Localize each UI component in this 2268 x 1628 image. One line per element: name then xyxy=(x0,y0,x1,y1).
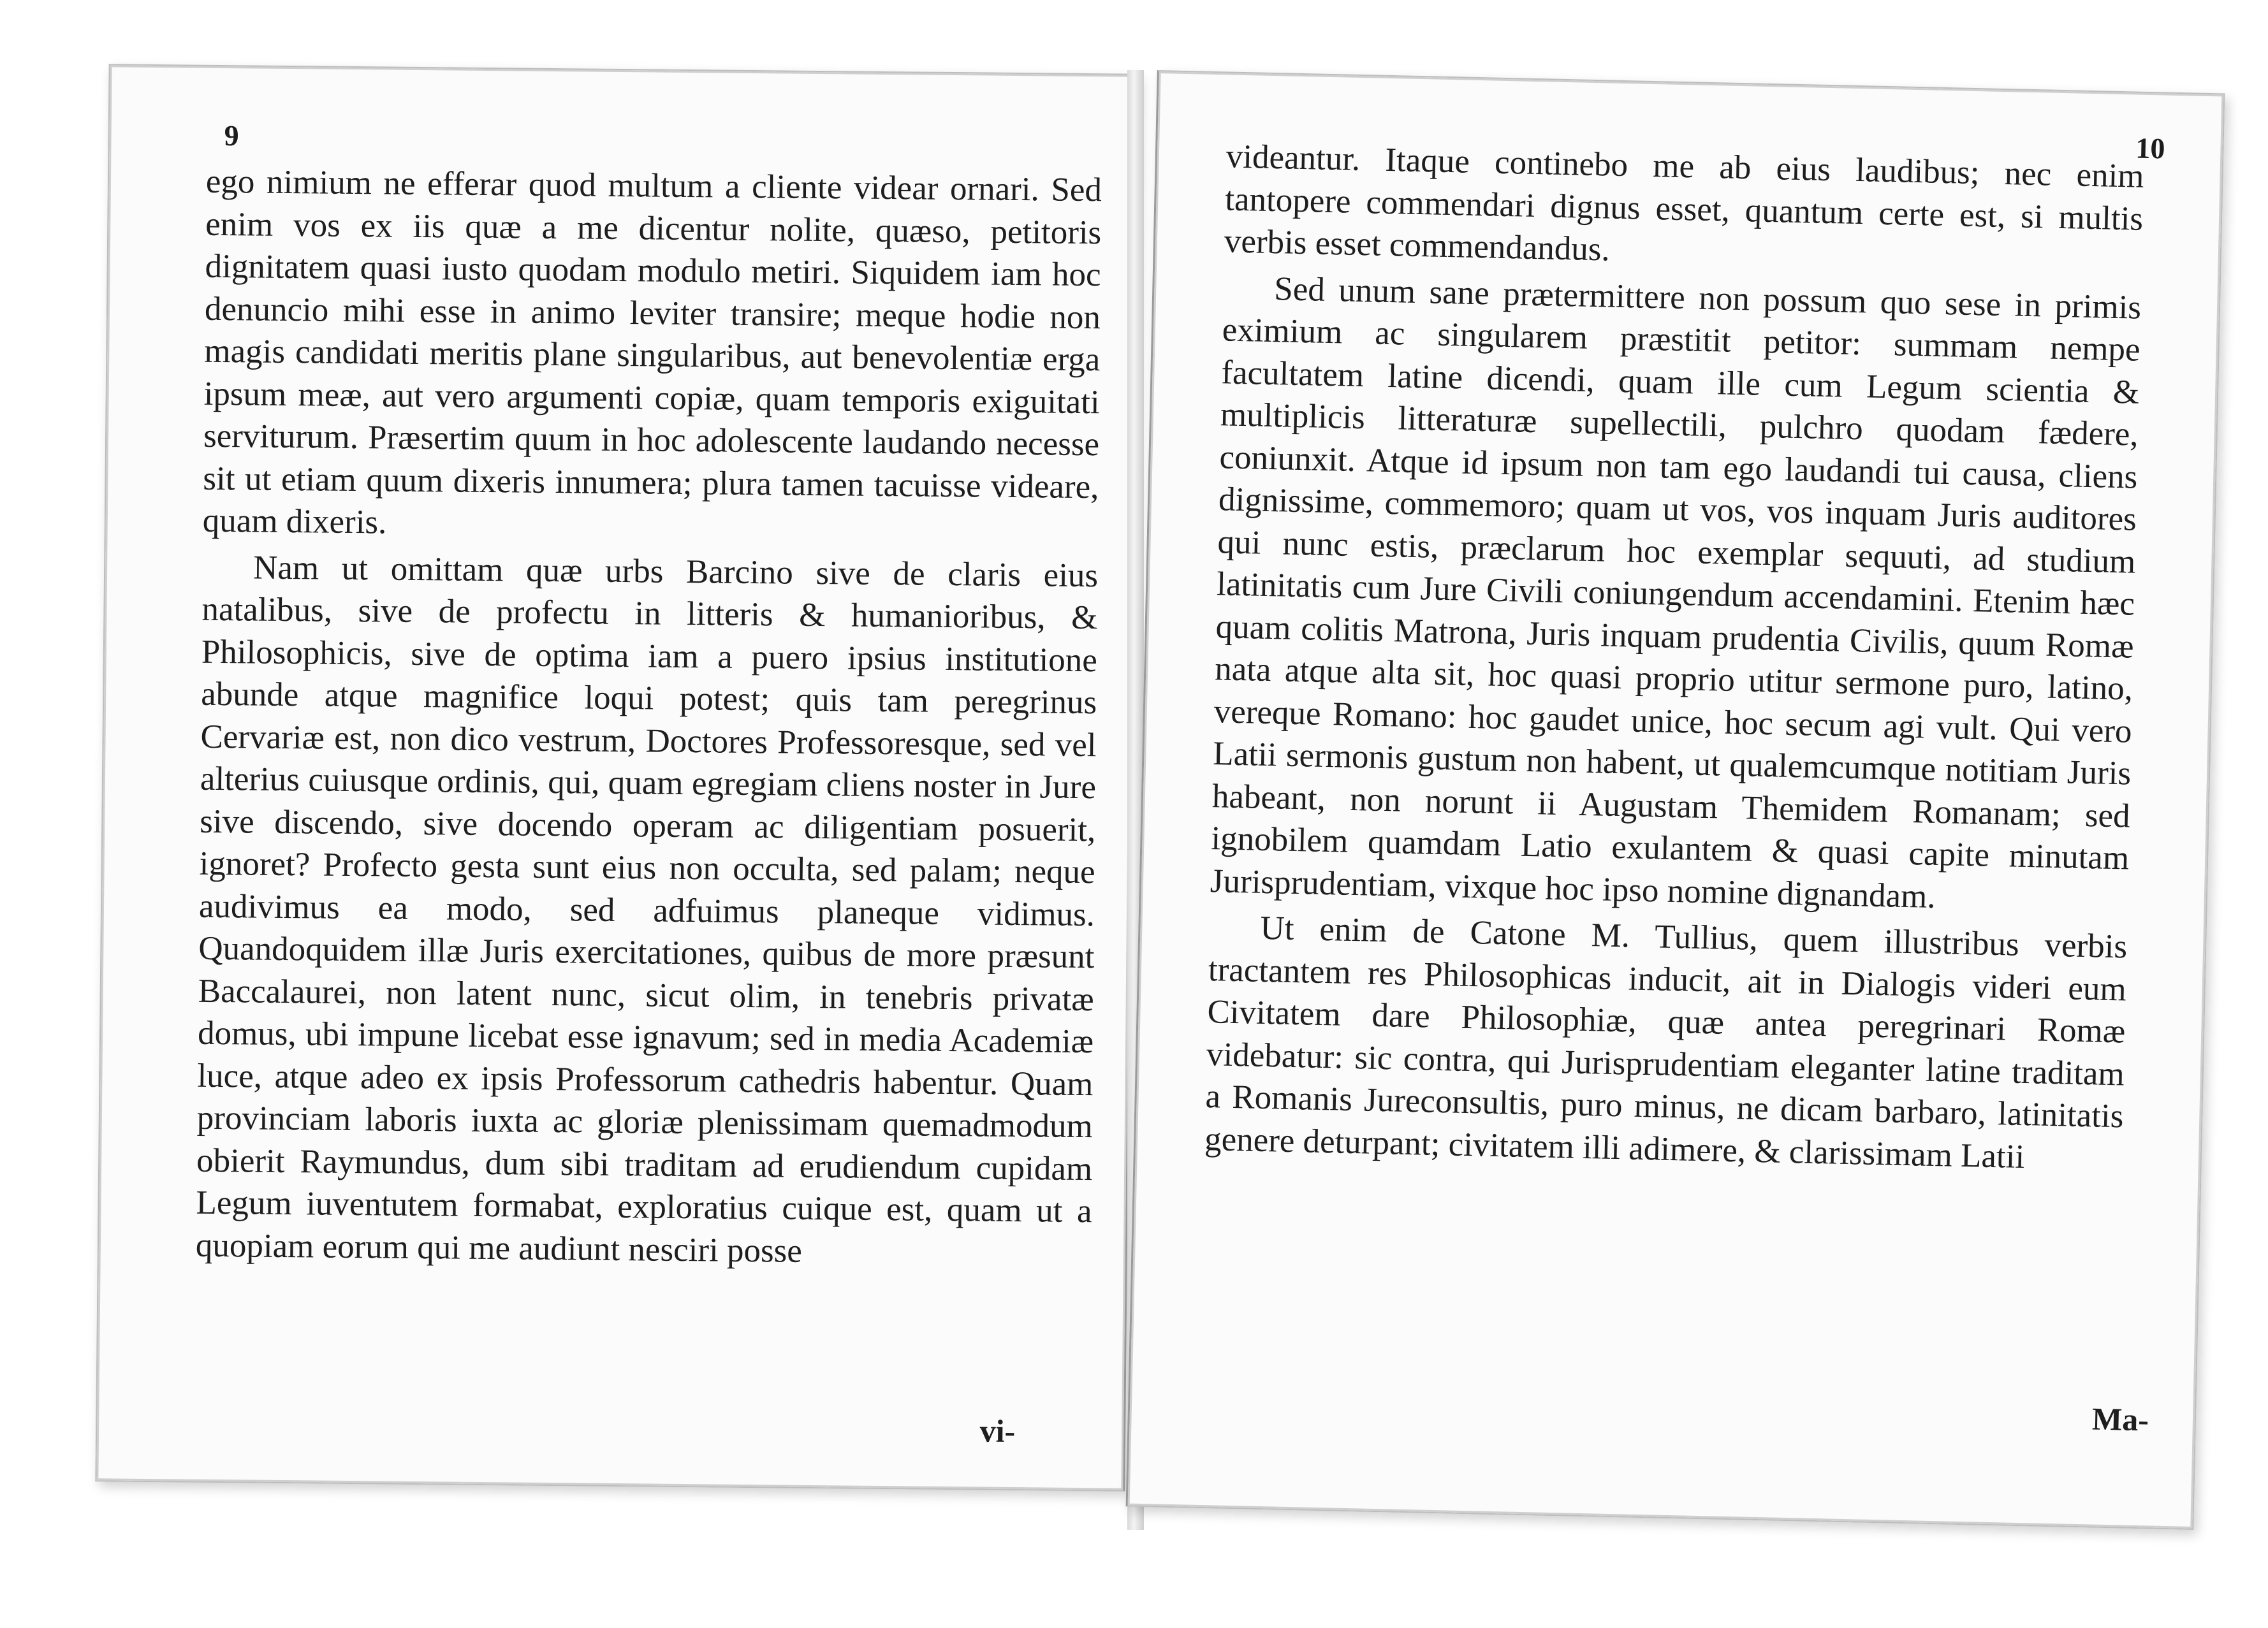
page-number: 9 xyxy=(224,119,239,152)
page-number: 10 xyxy=(2135,131,2166,165)
paragraph: Ut enim de Catone M. Tullius, quem illustribus verbis tractantem res Philosophicas inducit, ait in Dialogis videri eum Civitatem dare Philosophiæ, quæ antea peregrinari Romæ videbatur: sic contra, qui Jurisprudentiam eleganter latine traditam a Romanis Jureconsultis, puro minus, ne dicam barbaro, latinitatis genere deturpant; civitatem illi adimere, & clarissimam Latii xyxy=(1204,909,2128,1175)
page-text xyxy=(1204,135,2144,1180)
catchword: Ma- xyxy=(2091,1400,2149,1438)
paragraph: ego nimium ne efferar quod multum a cliente videar ornari. Sed enim vos ex iis quæ a me dicentur nolite, quæso, petitoris dignitatem quasi iusto quodam modulo metiri. Siquidem iam hoc denuncio mihi esse in animo leviter transire; meque hodie non magis candidati meritis plane singularibus, aut benevolentiæ erga ipsum meæ, aut vero argumenti copiæ, quam temporis exiguitati serviturum. Præsertim quum in hoc adolescente laudando necesse sit ut etiam quum dixeris innumera; plura tamen tacuisse videare, quam dixeris. xyxy=(202,163,1102,541)
left-page xyxy=(95,64,1138,1491)
catchword: vi- xyxy=(979,1413,1016,1450)
paragraph: Sed unum sane prætermittere non possum quo sese in primis eximium ac singularem præstitit petitor: summam nempe facultatem latine dicendi, quam ille cum Legum scientia & multiplicis litteraturæ supellectili, pulchro quodam fædere, coniunxit. Atque id ipsum non tam ego laudandi tui causa, cliens dignissime, commemoro; quam ut vos, vos inquam Juris auditores qui nunc estis, præclarum hoc exemplar sequuti, ad studium latinitatis cum Jure Civili coniungendum accendamini. Etenim hæc quam colitis Matrona, Juris inquam prudentia Civilis, quum Romæ nata atque alta sit, hoc quasi proprio utitur sermone puro, latino, vereque Romano: hoc gaudet unice, hoc secum agi vult. Qui vero Latii sermonis gustum non habent, ut qualemcumque notitiam Juris habeant, non norunt ii Augustam Themidem Romanam; sed ignobilem quamdam Latio exulantem & quasi capite minutam Jurisprudentiam, vixque hoc ipso nomine dignandam. xyxy=(1210,270,2142,915)
paragraph: Nam ut omittam quæ urbs Barcino sive de claris eius natalibus, sive de profectu in litteris & humanioribus, & Philosophicis, sive de optima iam a puero ipsius institutione abunde atque magnifice loqui potest; quis tam peregrinus Cervariæ est, non dico vestrum, Doctores Professoresque, sed vel alterius cuiusque ordinis, qui, quam egregiam cliens noster in Jure sive discendo, sive docendo operam ac diligentiam posuerit, ignoret? Profecto gesta sunt eius non occulta, sed palam; neque audivimus ea modo, sed adfuimus planeque vidimus. Quandoquidem illæ Juris exercitationes, quibus de more præsunt Baccalaurei, non latent nunc, sicut olim, in tenebris privatæ domus, ubi impune licebat esse ignavum; sed in media Academiæ luce, atque adeo ex ipsis Professorum cathedris habentur. Quam provinciam laboris iuxta ac gloriæ plenissimam quemadmodum obierit Raymundus, dum sibi traditam ad erudiendum cupidam Legum iuventutem formabat, exploratius cuique est, quam ut a quopiam eorum qui me audiunt nesciri posse xyxy=(195,549,1099,1270)
right-page xyxy=(1126,70,2225,1530)
page-text xyxy=(196,161,1102,1275)
paragraph: videantur. Itaque continebo me ab eius laudibus; nec enim tantopere commendari dignus esset, quantum certe est, si multis verbis esset commendandus. xyxy=(1224,138,2145,268)
